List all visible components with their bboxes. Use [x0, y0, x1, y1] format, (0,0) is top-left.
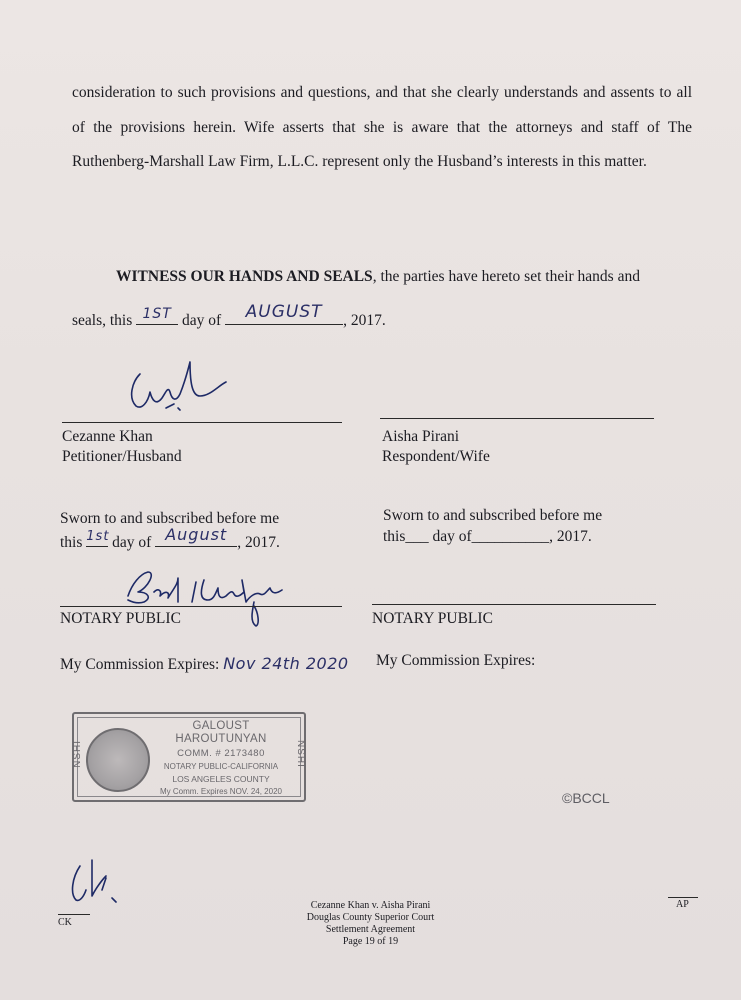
footer-doc: Settlement Agreement: [325, 924, 416, 935]
respondent-role: Respondent/Wife: [382, 448, 490, 465]
sworn-left-line1: Sworn to and subscribed before me: [60, 510, 280, 527]
sworn-left-month-blank: [155, 525, 237, 547]
handwritten-sworn-day: 1st: [86, 529, 110, 544]
day-of-label: day of: [182, 312, 222, 329]
initials-left: CK: [58, 917, 72, 928]
footer-page-number: Page 19 of 19: [342, 936, 399, 947]
paragraph-line: Ruthenberg-Marshall Law Firm, L.L.C. represent only the Husband’s interests in this matter.: [72, 153, 647, 170]
stamp-side-right: NSHI: [295, 740, 306, 768]
sworn-left-line2: [60, 525, 280, 552]
commission-right-label: My Commission Expires:: [376, 652, 536, 669]
day-blank: [136, 308, 178, 325]
closing-paragraph: [72, 76, 692, 180]
notary-right-label: NOTARY PUBLIC: [372, 610, 493, 627]
petitioner-role: Petitioner/Husband: [62, 448, 182, 465]
stamp-text: [150, 720, 292, 798]
commission-left-label: My Commission Expires:: [60, 656, 220, 673]
month-blank: [225, 302, 343, 325]
witness-text: , the parties have hereto set their hands and: [372, 268, 640, 285]
commission-left: [60, 654, 349, 674]
petitioner-name: Cezanne Khan: [62, 428, 153, 445]
stamp-state: NOTARY PUBLIC-CALIFORNIA: [163, 761, 279, 771]
handwritten-sworn-month: August: [165, 525, 228, 544]
footer-court: Douglas County Superior Court: [306, 912, 435, 923]
handwritten-day: 1ST: [142, 306, 172, 322]
witness-heading: WITNESS OUR HANDS AND SEALS: [116, 268, 373, 285]
handwritten-month: AUGUST: [245, 302, 323, 322]
stamp-side-left: NSHI: [72, 740, 83, 768]
notary-stamp: [72, 712, 306, 802]
handwritten-commission-date: Nov 24th 2020: [223, 654, 349, 673]
sworn-left-year: , 2017.: [237, 534, 280, 551]
initials-right-line: [668, 897, 698, 898]
petitioner-signature-line: [62, 422, 342, 423]
respondent-name: Aisha Pirani: [382, 428, 460, 445]
stamp-comm: COMM. # 2173480: [177, 748, 265, 759]
state-seal-icon: [86, 728, 150, 792]
stamp-county: LOS ANGELES COUNTY: [172, 774, 270, 784]
sworn-right-line1: Sworn to and subscribed before me: [383, 507, 603, 524]
seals-prefix: seals, this: [72, 312, 133, 329]
stamp-name: GALOUST HAROUTUNYAN: [175, 720, 267, 745]
notary-right-line: [372, 604, 656, 605]
petitioner-signature: [118, 352, 238, 418]
seals-date-line: [72, 302, 386, 330]
sworn-left-day-blank: [86, 529, 110, 547]
sworn-left-this: this: [60, 534, 83, 551]
notary-left-label: NOTARY PUBLIC: [60, 610, 181, 627]
initials-right: AP: [676, 899, 689, 910]
witness-line: [116, 268, 696, 286]
watermark: ©BCCL: [562, 790, 610, 806]
page-footer: [0, 900, 741, 948]
footer-case: Cezanne Khan v. Aisha Pirani: [310, 900, 431, 911]
sworn-right-line2: this___ day of__________, 2017.: [383, 528, 592, 545]
respondent-signature-line: [380, 418, 654, 419]
sworn-left-day-of: day of: [112, 534, 152, 551]
year-label: , 2017.: [343, 312, 386, 329]
paragraph-line: of the provisions herein. Wife asserts that she is aware that the attorneys and staff of The: [72, 118, 692, 136]
stamp-expires: My Comm. Expires NOV. 24, 2020: [160, 786, 282, 796]
notary-left-line: [60, 606, 342, 607]
paragraph-line: consideration to such provisions and questions, and that she clearly understands and assents to all: [72, 84, 692, 101]
